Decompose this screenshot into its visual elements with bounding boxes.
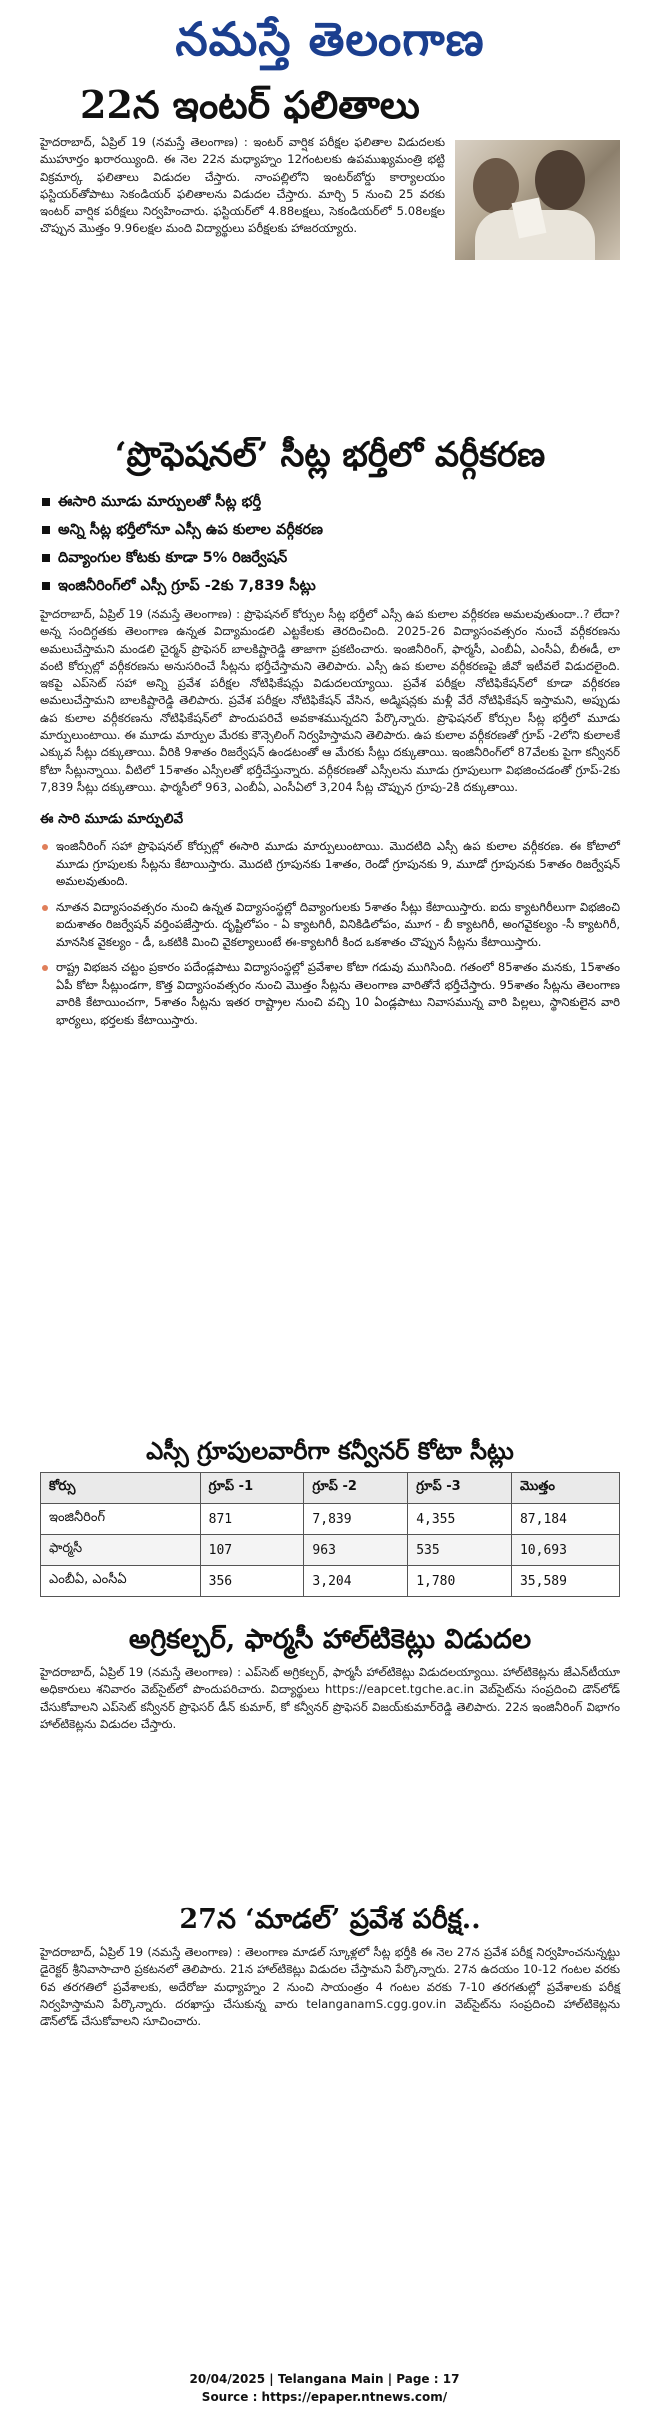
table-cell: 1,780 <box>408 1566 512 1597</box>
footer-source: Source : https://epaper.ntnews.com/ <box>201 2390 448 2404</box>
students-photo <box>455 140 620 260</box>
table-cell: 87,184 <box>511 1504 619 1535</box>
table-cell: 871 <box>200 1504 304 1535</box>
table-row <box>41 1504 620 1535</box>
table-cell: 356 <box>200 1566 304 1597</box>
highlight-item: దివ్యాంగుల కోటకు కూడా 5% రిజర్వేషన్ <box>40 544 620 572</box>
table-header: గ్రూప్ -2 <box>304 1473 408 1504</box>
article-body: హైదరాబాద్, ఏప్రిల్ 19 (నమస్తే తెలంగాణ) : ఇంటర్ వార్షిక పరీక్షల ఫలితాల విడుదలకు ముహూర్తం ఖరారయ్యింది. ఈ నెల 22న మధ్యాహ్నం 12గంటలకు ఉపముఖ్యమంత్రి భట్టి విక్రమార్క ఫలితాలు విడుదల చేస్తారు. నాంపల్లిలోని ఇంటర్‌బోర్డు కార్యాలయం ఫస్టియర్‌తోపాటు సెకండియర్ ఫలితాలను విడుదల చేస్తారు. మార్చి 5 నుంచి 25 వరకు ఇంటర్ వార్షిక పరీక్షలు నిర్వహించారు. ఫస్టియర్‌లో 4.88లక్షలు, సెకండియర్‌లో 5.08లక్షల చొప్పున మొత్తం 9.96లక్షల మంది విద్యార్థులు పరీక్షలకు హాజరయ్యారు. <box>40 135 445 236</box>
highlight-list <box>40 488 620 600</box>
table-cell: 7,839 <box>304 1504 408 1535</box>
change-item: నూతన విద్యాసంవత్సరం నుంచి ఉన్నత విద్యాసంస్థల్లో దివ్యాంగులకు 5శాతం సీట్లు కేటాయిస్తారు. ఐదు క్యాటగిరీలుగా విభజించి ఐదుశాతం రిజర్వేషన్ వర్తింపజేస్తారు. దృష్టిలోపం - ఏ క్యాటగిరీ, వినికిడిలోపం, మూగ - బీ క్యాటగిరీ, అంగవైకల్యం -సీ క్యాటగిరీ, మానసిక వైకల్యం - డీ, ఒకటికి మించి వైకల్యాలుంటే ఈ-క్యాటగిరీ కింద ఒకశాతం చొప్పున సీట్లను కేటాయిస్తారు. <box>40 899 620 952</box>
table-row <box>41 1566 620 1597</box>
table-cell: ఎంబీఏ, ఎంసీఏ <box>41 1566 201 1597</box>
table-header: కోర్సు <box>41 1473 201 1504</box>
table-header-row <box>41 1473 620 1504</box>
table-cell: 535 <box>408 1535 512 1566</box>
article-hall-tickets <box>40 1620 620 1733</box>
quota-table-section <box>40 1430 620 1597</box>
table-cell: ఇంజినీరింగ్ <box>41 1504 201 1535</box>
change-item: రాష్ట్ర విభజన చట్టం ప్రకారం పదేండ్లపాటు విద్యాసంస్థల్లో ప్రవేశాల కోటా గడువు ముగిసింది. గతంలో 85శాతం మనకు, 15శాతం ఏపీ కోటా సీట్లుండగా, కొత్త విద్యాసంవత్సరం నుంచి మొత్తం సీట్లను తెలంగాణ వారితోనే భర్తీచేస్తారు. 95శాతం సీట్లను తెలంగాణ వారికి కేటాయించగా, 5శాతం సీట్లను ఇతర రాష్ట్రాల నుంచి వచ్చి 10 ఏండ్లపాటు నివాసమున్న వారి పిల్లలు, స్థానికులైన వారి భార్యలు, భర్తలకు కేటాయిస్తారు. <box>40 959 620 1029</box>
changes-list <box>40 838 620 1029</box>
table-title: ఎస్సీ గ్రూపులవారీగా కన్వీనర్ కోటా సీట్లు <box>40 1430 620 1472</box>
footer-date-page: 20/04/2025 | Telangana Main | Page : 17 <box>189 2372 460 2386</box>
highlight-item: ఈసారి మూడు మార్పులతో సీట్ల భర్తీ <box>40 488 620 516</box>
table-cell: 107 <box>200 1535 304 1566</box>
table-cell: ఫార్మసీ <box>41 1535 201 1566</box>
article-professional-seats <box>40 430 620 1037</box>
subheading: ఈ సారి మూడు మార్పులివే <box>40 811 184 828</box>
table-cell: 3,204 <box>304 1566 408 1597</box>
article-model-school-exam <box>40 1900 620 2030</box>
table-row <box>41 1535 620 1566</box>
article-headline: అగ్రికల్చర్, ఫార్మసీ హాల్‌టికెట్లు విడుదల <box>128 1624 532 1655</box>
table-cell: 963 <box>304 1535 408 1566</box>
article-body: హైదరాబాద్, ఏప్రిల్ 19 (నమస్తే తెలంగాణ) : తెలంగాణ మాడల్ స్కూళ్లలో సీట్ల భర్తీకి ఈ నెల 27న ప్రవేశ పరీక్ష నిర్వహించనున్నట్టు డైరెక్టర్ శ్రీనివాసాచారి ప్రకటనలో తెలిపారు. 21న హాల్‌టికెట్లు విడుదల చేస్తామని పేర్కొన్నారు. 27న ఉదయం 10-12 గంటల వరకు 6వ తరగతిలో ప్రవేశాలకు, అదేరోజు మధ్యాహ్నం 2 నుంచి సాయంత్రం 4 గంటల వరకు 7-10 తరగతుల్లో ప్రవేశాలకు పరీక్ష నిర్వహిస్తామని పేర్కొన్నారు. దరఖాస్తు చేసుకున్న వారు telanganamS.cgg.gov.in వెబ్‌సైట్‌ను సంప్రదించి హాల్‌టికెట్లను డౌన్‌లోడ్ చేసుకోవాలని సూచించారు. <box>40 1945 620 2029</box>
highlight-item: ఇంజినీరింగ్‌లో ఎస్సీ గ్రూప్ -2కు 7,839 సీట్లు <box>40 572 620 600</box>
article-headline: ‘ప్రొఫెషనల్’ సీట్ల భర్తీలో వర్గీకరణ <box>114 435 546 475</box>
table-header: గ్రూప్ -1 <box>200 1473 304 1504</box>
quota-table <box>40 1472 620 1597</box>
article-headline: 22న ఇంటర్ ఫలితాలు <box>80 82 420 127</box>
table-cell: 35,589 <box>511 1566 619 1597</box>
table-header: గ్రూప్ -3 <box>408 1473 512 1504</box>
article-body: హైదరాబాద్, ఏప్రిల్ 19 (నమస్తే తెలంగాణ) : ఎప్‌సెట్ అగ్రికల్చర్, ఫార్మసీ హాల్‌టికెట్లు విడుదలయ్యాయి. హాల్‌టికెట్లను జేఎన్‌టీయూ అధికారులు శనివారం వెబ్‌సైట్‌లో పొందుపరిచారు. విద్యార్థులు https://eapcet.tgche.ac.in వెబ్‌సైట్‌ను సంప్రదించి డౌన్‌లోడ్ చేసుకోవాలని ఎప్‌సెట్ కన్వీనర్ ప్రొఫెసర్ డీన్ కుమార్, కో కన్వీనర్ ప్రొఫెసర్ విజయ్‌కుమార్‌రెడ్డి తెలిపారు. 22న ఇంజినీరింగ్ విభాగం హాల్‌టికెట్లను విడుదల చేస్తారు. <box>40 1665 620 1731</box>
highlight-item: అన్ని సీట్ల భర్తీలోనూ ఎస్సీ ఉప కులాల వర్గీకరణ <box>40 516 620 544</box>
table-header: మొత్తం <box>511 1473 619 1504</box>
change-item: ఇంజినీరింగ్ సహా ప్రొఫెషనల్ కోర్సుల్లో ఈసారి మూడు మార్పులుంటాయి. మొదటిది ఎస్సీ ఉప కులాల వర్గీకరణ. ఈ కోటాలో మూడు గ్రూపులకు సీట్లను కేటాయిస్తారు. మొదటి గ్రూపునకు 1శాతం, రెండో గ్రూపునకు 9, మూడో గ్రూపునకు 5శాతం రిజర్వేషన్ అమలవుతుంది. <box>40 838 620 891</box>
article-body: హైదరాబాద్, ఏప్రిల్ 19 (నమస్తే తెలంగాణ) : ప్రొఫెషనల్ కోర్సుల సీట్ల భర్తీలో ఎస్సీ ఉప కులాల వర్గీకరణ అమలవుతుందా..? లేదా? అన్న సందిగ్ధతకు తెలంగాణ ఉన్నత విద్యామండలి ఎట్టకేలకు తెరదించింది. 2025-26 విద్యాసంవత్సరం నుంచే వర్గీకరణను అమలుచేస్తామని మండలి చైర్మన్ ప్రొఫెసర్ బాలకిష్టారెడ్డి తాజాగా ప్రకటించారు. ఇంజినీరింగ్, ఫార్మసీ, ఎంబీఏ, ఎంసీఏ, బీఈడీ, లా వంటి కోర్సుల్లో వర్గీకరణను అనుసరించే సీట్లను భర్తీచేస్తామని తెలిపారు. ఎస్సీ ఉప కులాల వర్గీకరణపై జీవో ఇటీవలే విడుదలైంది. ఇకపై ఎప్‌సెట్ సహా అన్ని ప్రవేశ పరీక్షల నోటిఫికేషన్లు విడుదలయ్యాయి. ప్రవేశ పరీక్షల నోటిఫికేషన్‌లో కూడా వర్గీకరణ అమలుచేస్తామని బాలకిష్టారెడ్డి తెలిపారు. ప్రవేశ పరీక్షల నోటిఫికేషన్ వేసిన, అడ్మిషన్లకు మళ్లీ వేరే నోటిఫికేషన్ ఇస్తామని, అప్పుడు ఉప కులాల వర్గీకరణను నోటిఫికేషన్‌లో పొందుపరిచే అవకాశమున్నదని పేర్కొన్నారు. ప్రొఫెషనల్ కోర్సుల సీట్ల భర్తీలో మూడు మార్పులుంటాయి. ఈ మూడు మార్పుల మేరకు కౌన్సెలింగ్ నిర్వహిస్తామని తెలిపారు. ఉప కులాల వర్గీకరణతో గ్రూప్ -2లోని కులాలకే ఎక్కువ సీట్లు దక్కుతాయి. వీరికి 9శాతం రిజర్వేషన్ ఉండటంతో ఆ మేరకు సీట్లు దక్కుతాయి. ఇంజినీరింగ్‌లో 87వేలకు పైగా కన్వీనర్ కోటా సీట్లున్నాయి. వీటిలో 15శాతం ఎస్సీలతో భర్తీచేస్తున్నారు. వర్గీకరణతో ఎస్సీలను మూడు గ్రూపులుగా విభజించడంతో గ్రూప్-2కు 7,839 సీట్లు దక్కుతాయి. ఫార్మసీలో 963, ఎంబీఏ, ఎంసీఏలో 3,204 సీట్ల చొప్పున గ్రూపు-2కి దక్కుతాయి. <box>40 607 620 794</box>
table-cell: 10,693 <box>511 1535 619 1566</box>
table-cell: 4,355 <box>408 1504 512 1535</box>
article-headline: 27న ‘మాడల్’ ప్రవేశ పరీక్ష.. <box>179 1904 481 1935</box>
masthead-logo: నమస్తే తెలంగాణ <box>175 12 485 66</box>
